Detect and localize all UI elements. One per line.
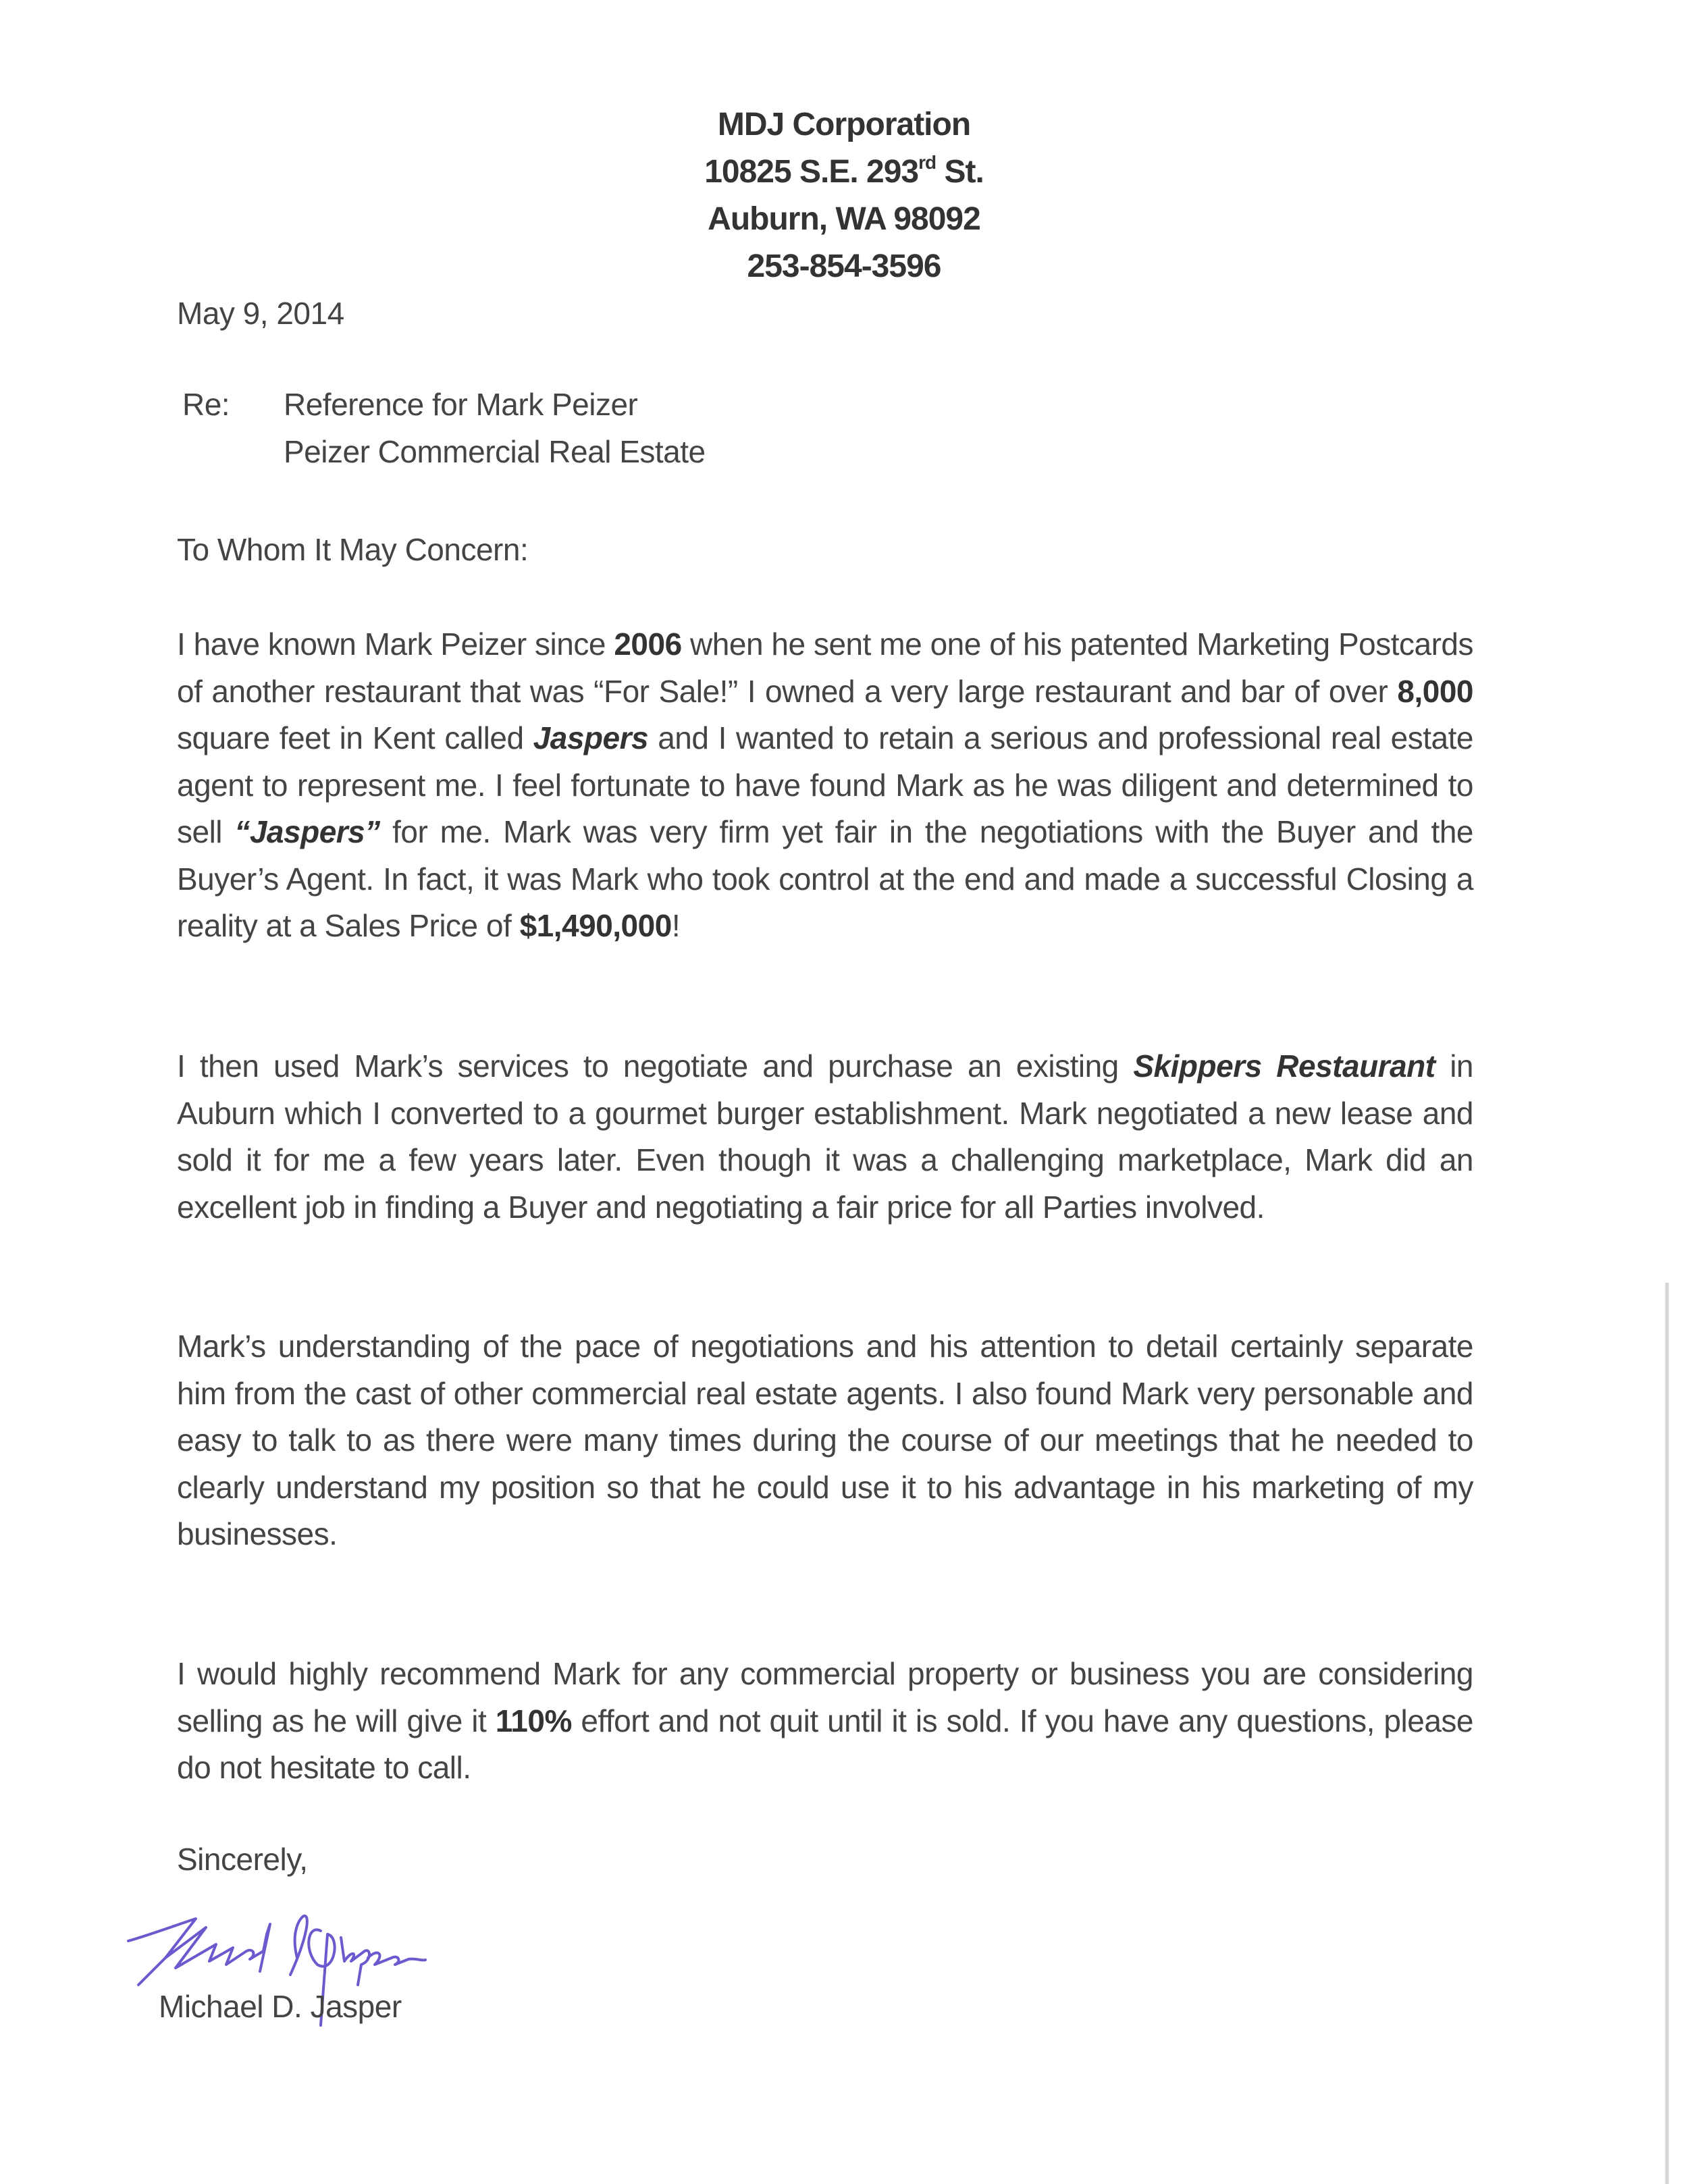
paragraph-4 — [177, 1651, 1473, 1792]
company-name: MDJ Corporation — [717, 107, 971, 142]
text-run: effort and not quit until it is sold. If you have any questions, please do not hesitate to call. — [177, 1703, 1473, 1785]
text-run: and I wanted to retain a serious and professional real estate agent to represent me. I feel fortunate to have found Mark as he was diligent and determined to sell — [177, 720, 1473, 849]
street-suffix: St. — [936, 154, 984, 190]
company-address-city: Auburn, WA 98092 — [708, 201, 980, 237]
company-phone: 253-854-3596 — [747, 248, 941, 284]
text-run: when he sent me one of his patented Marketing Postcards of another restaurant that was “For Sale!” I owned a very large restaurant and bar of over — [177, 627, 1474, 709]
scan-edge-line — [1665, 1283, 1669, 2184]
emphasis-bold: 110% — [495, 1703, 572, 1738]
street-number: 10825 S.E. 293 — [704, 154, 919, 190]
closing: Sincerely, — [177, 1842, 308, 1877]
text-run: I then used Mark’s services to negotiate and purchase an existing — [177, 1048, 1134, 1084]
paragraph-3 — [177, 1323, 1473, 1558]
text-run: square feet in Kent called — [177, 720, 533, 755]
signature-stroke — [128, 1919, 270, 1985]
company-address-street — [0, 149, 1688, 196]
text-run: Mark’s understanding of the pace of negotiations and his attention to detail certainly separate him from the cast of other commercial real estate agents. I also found Mark very personable and easy to talk to as there were many times during the course of our meetings that he needed to clearly understand my position so that he could use it to his advantage in his marketing of my businesses. — [177, 1329, 1473, 1551]
paragraph-1 — [177, 621, 1473, 950]
emphasis-bold: $1,490,000 — [519, 908, 672, 943]
text-run: in Auburn which I converted to a gourmet burger establishment. Mark negotiated a new lease and sold it for me a few years later. Even though it was a challenging marketplace, Mark did an excellent job in finding a Buyer and negotiating a fair price for all Parties involved. — [177, 1048, 1473, 1225]
emphasis-bold-italic: Jaspers — [533, 720, 649, 755]
signer-name: Michael D. Jasper — [159, 1989, 402, 2024]
subject-line-1: Reference for Mark Peizer — [284, 387, 638, 422]
subject-line-2: Peizer Commercial Real Estate — [284, 433, 706, 469]
paragraph-2 — [177, 1043, 1473, 1231]
emphasis-bold: 8,000 — [1397, 673, 1473, 709]
letter-date: May 9, 2014 — [177, 296, 344, 331]
emphasis-bold-italic: Skippers Restaurant — [1133, 1048, 1435, 1084]
emphasis-bold: 2006 — [614, 627, 682, 662]
subject-label: Re: — [182, 387, 230, 422]
text-run: I would highly recommend Mark for any commercial property or business you are considering selling as he will give it — [177, 1656, 1473, 1738]
signature-stroke — [341, 1938, 425, 1985]
text-run: ! — [671, 908, 681, 943]
subject-text — [284, 381, 706, 475]
street-ordinal: rd — [918, 152, 937, 173]
salutation: To Whom It May Concern: — [177, 532, 529, 567]
text-run: I have known Mark Peizer since — [177, 627, 614, 662]
letterhead — [0, 101, 1688, 290]
text-run: for me. Mark was very firm yet fair in the negotiations with the Buyer and the Buyer’s Agent. In fact, it was Mark who took control at the end and made a successful Closing a reality at a Sales Price of — [177, 814, 1473, 943]
signature-stroke — [290, 1916, 307, 1975]
emphasis-bold-italic: “Jaspers” — [234, 814, 380, 849]
subject-line — [182, 381, 706, 475]
